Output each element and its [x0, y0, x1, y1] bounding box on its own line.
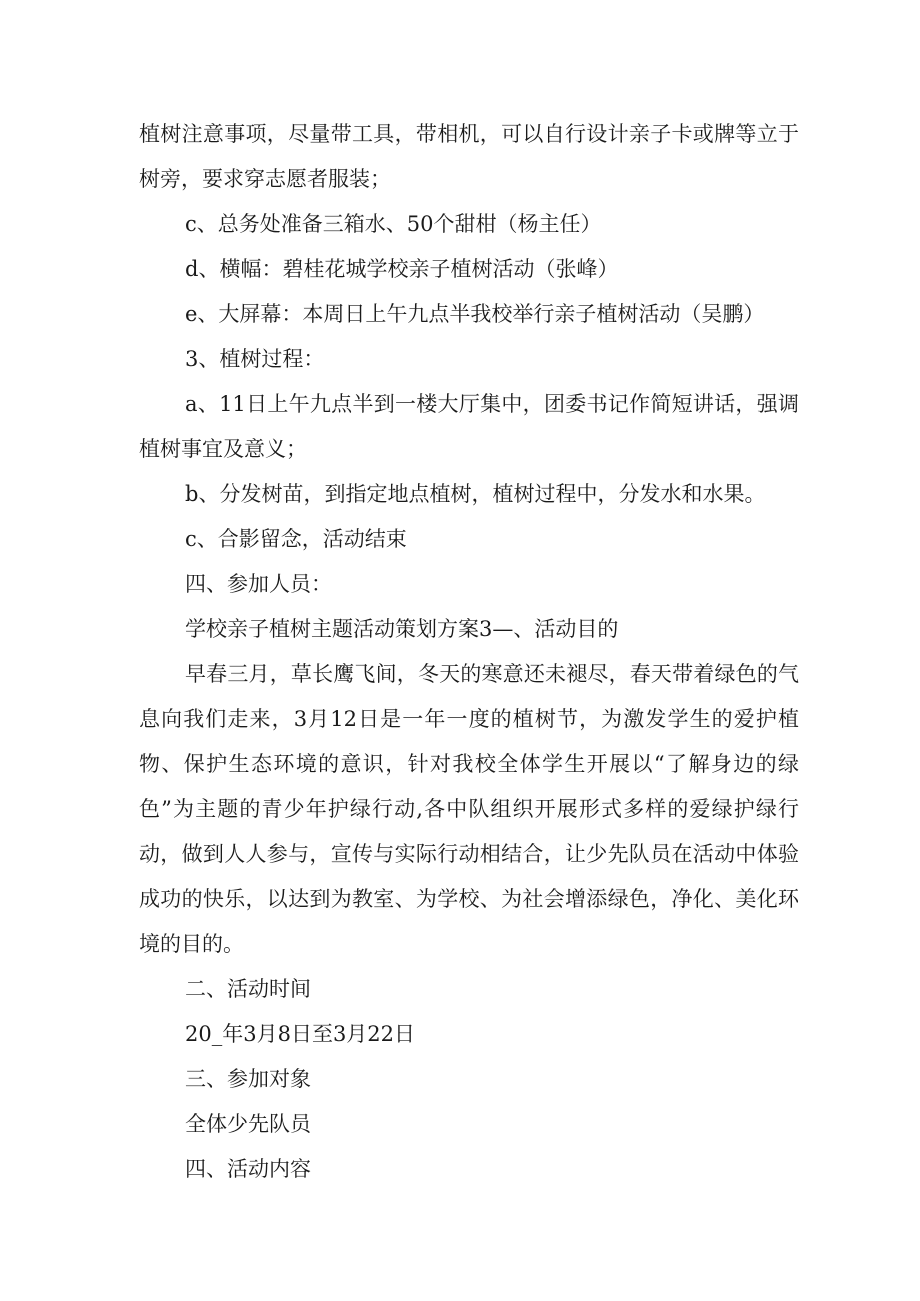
paragraph-purpose-body: 早春三月，草长鹰飞间，冬天的寒意还未褪尽，春天带着绿色的气息向我们走来，3月12日是一年一度的植树节，为激发学生的爱护植物、保护生态环境的意识，针对我校全体学生开展以“了解身边的绿色”为主题的青少年护绿行动,各中队组织开展形式多样的爱绿护绿行动，做到人人参与，宣传与实际行动相结合，让少先队员在活动中体验成功的快乐，以达到为教室、为学校、为社会增添绿色，净化、美化环境的目的。: [139, 662, 799, 956]
heading-planting-process: 3、植树过程：: [185, 347, 325, 371]
paragraph-item-a-gathering: a、11日上午九点半到一楼大厅集中，团委书记作简短讲话，强调植树事宜及意义；: [139, 392, 799, 461]
paragraph-item-c-photo: c、合影留念，活动结束: [185, 527, 407, 551]
paragraph-item-d-banner: d、横幅：碧桂花城学校亲子植树活动（张峰）: [185, 257, 619, 281]
paragraph-activity-dates: 20_年3月8日至3月22日: [185, 1022, 416, 1046]
paragraph-item-b-distribution: b、分发树苗，到指定地点植树，植树过程中，分发水和水果。: [185, 482, 766, 506]
document-body: [139, 112, 799, 1192]
paragraph-item-c-supplies: c、总务处准备三箱水、50个甜柑（杨主任）: [185, 212, 602, 236]
heading-activity-content: 四、活动内容: [185, 1157, 311, 1181]
paragraph-tree-planting-notes: 植树注意事项，尽量带工具，带相机，可以自行设计亲子卡或牌等立于树旁，要求穿志愿者服装；: [139, 122, 799, 191]
paragraph-all-young-pioneers: 全体少先队员: [185, 1112, 311, 1136]
heading-target-participants: 三、参加对象: [185, 1067, 311, 1091]
heading-plan-3-purpose: 学校亲子植树主题活动策划方案3—、活动目的: [185, 617, 619, 641]
heading-participants: 四、参加人员：: [185, 572, 332, 596]
paragraph-item-e-screen: e、大屏幕：本周日上午九点半我校举行亲子植树活动（吴鹏）: [185, 302, 765, 326]
heading-activity-time: 二、活动时间: [185, 977, 311, 1001]
